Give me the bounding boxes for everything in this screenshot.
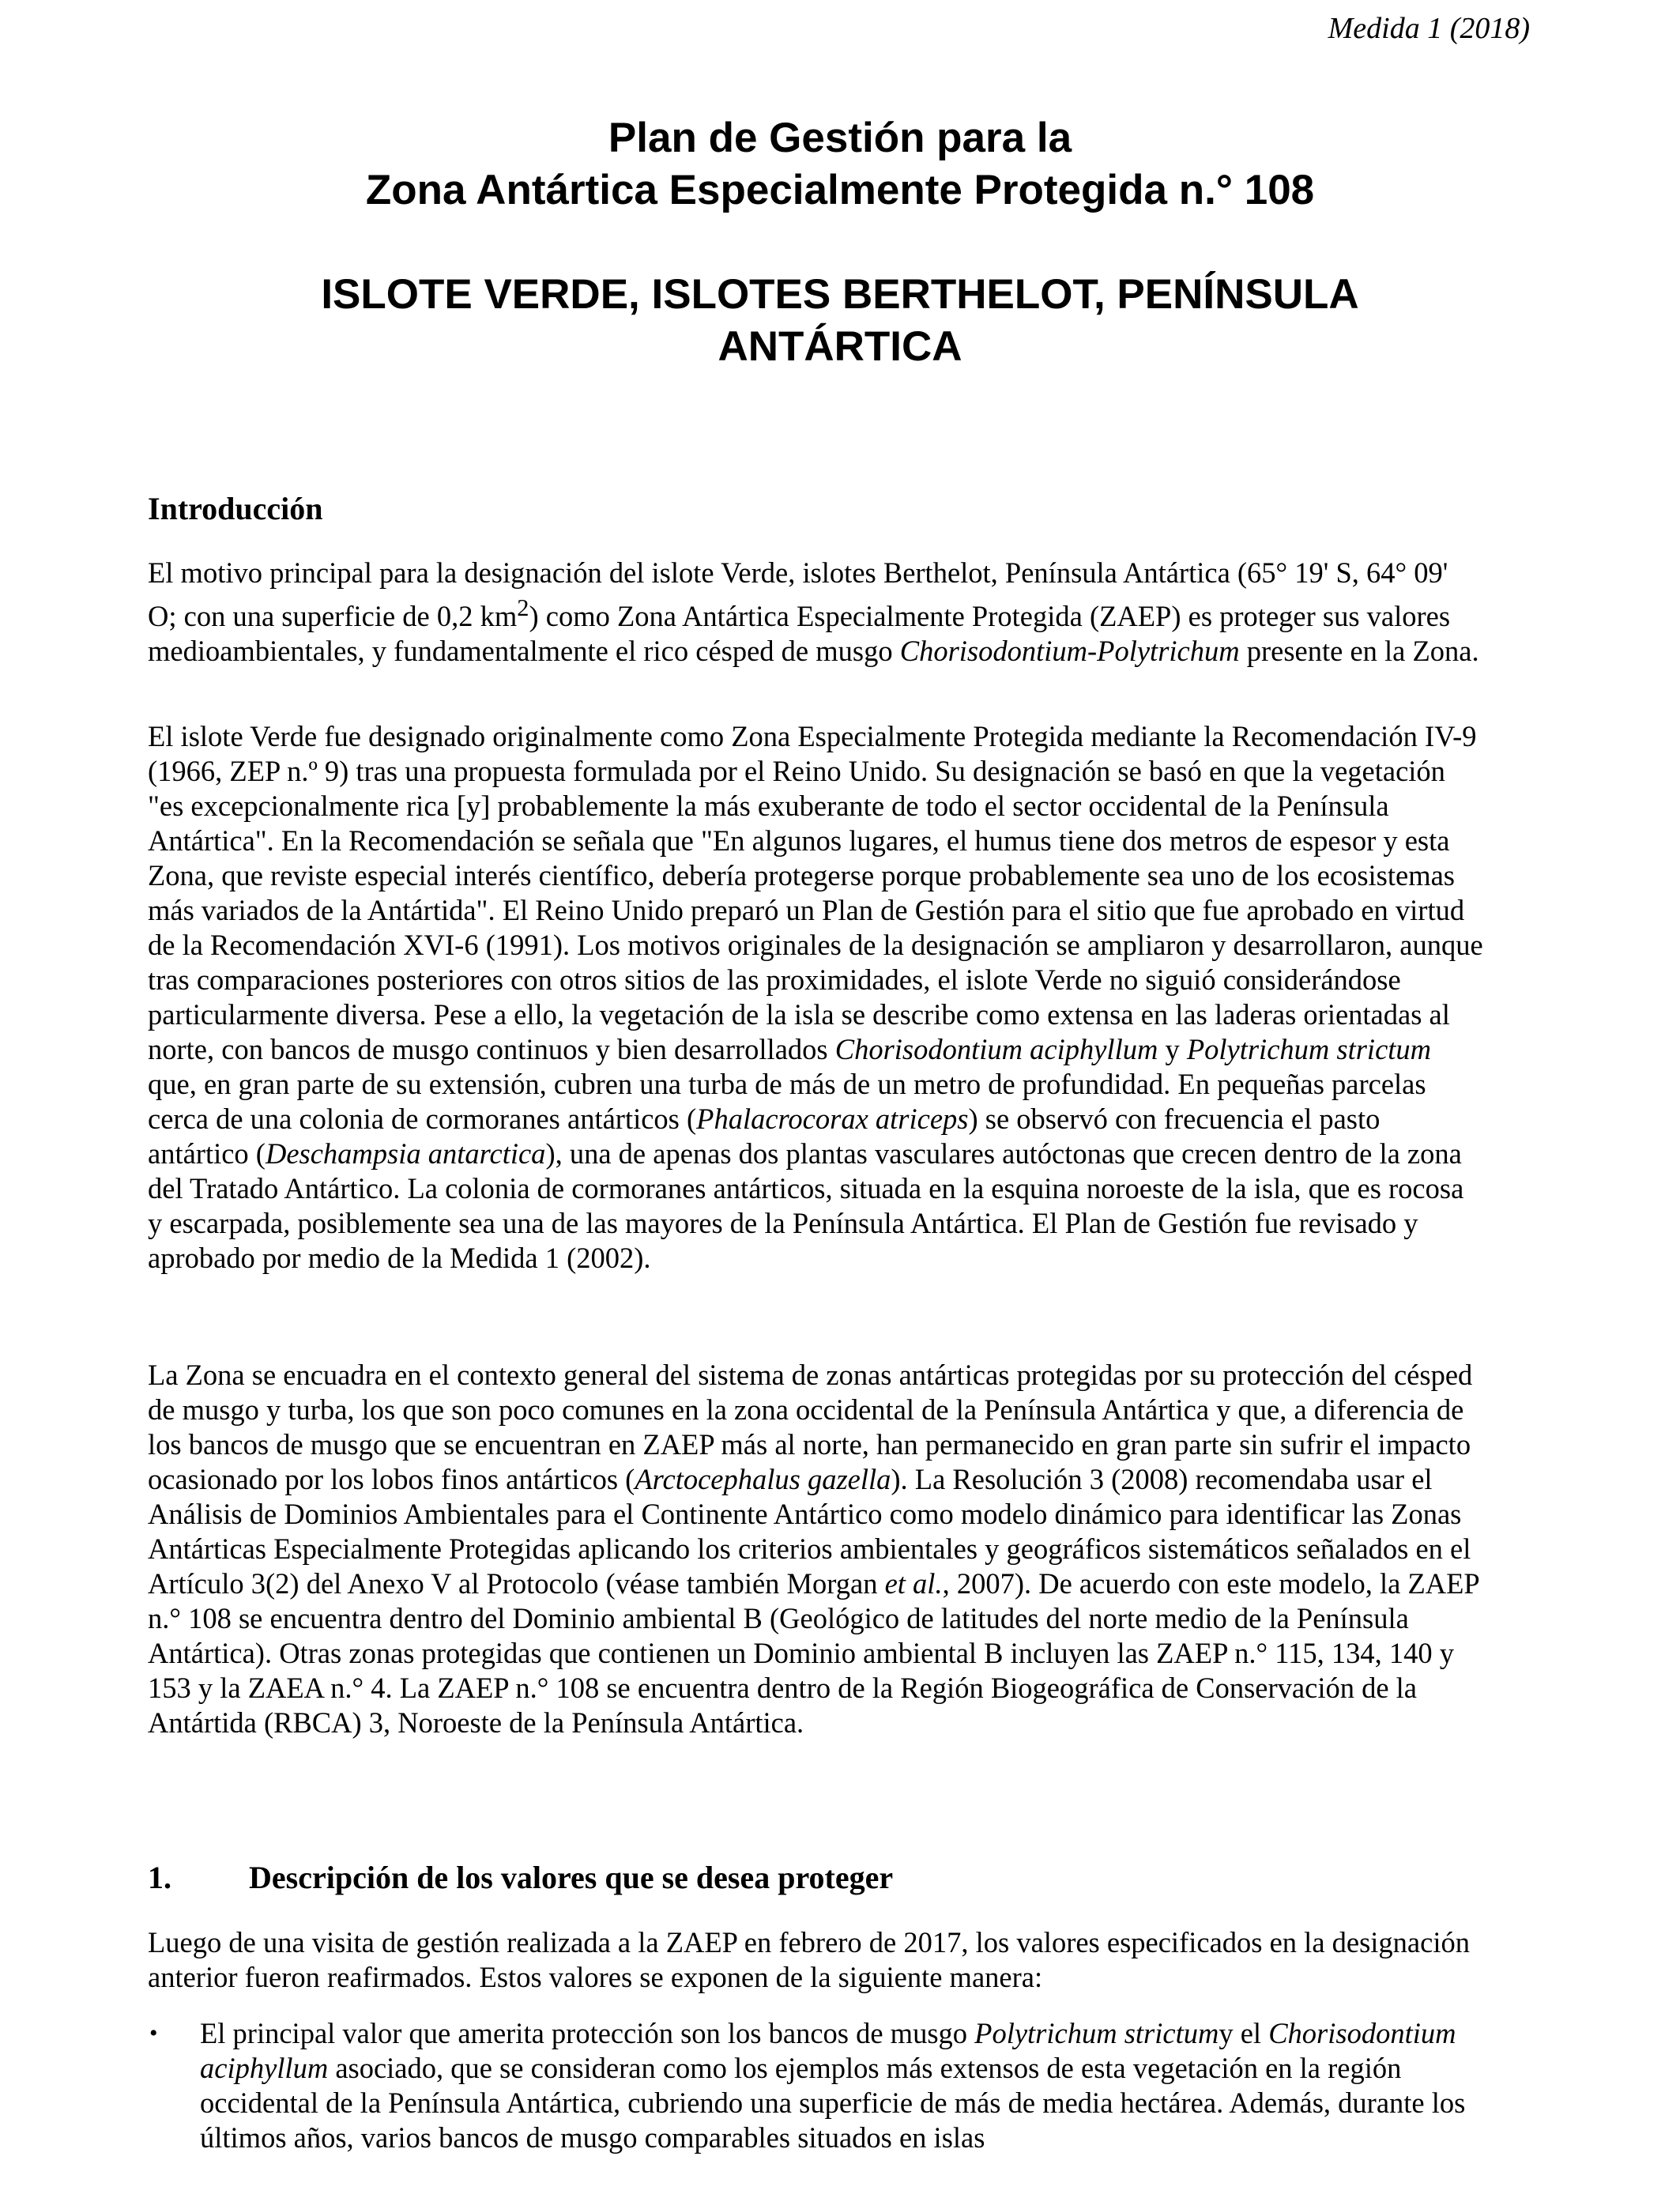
area-title: [0, 269, 1680, 373]
text-run: La Zona se encuadra en el contexto general del sistema de zonas antárticas protegidas por su protección del césped de musgo y turba, los que son poco comunes en la zona occidental de la Península Antártica y que, a diferencia de los bancos de musgo que se encuentran en ZAEP más al norte, han permanecido en gran parte sin sufrir el impacto ocasionado por los lobos finos antárticos (: [148, 1359, 1473, 1495]
list-item: [148, 2016, 1483, 2155]
introduction-heading: Introducción: [148, 491, 323, 526]
intro-paragraph-2: [148, 719, 1483, 1276]
measure-reference: Medida 1 (2018): [1328, 12, 1530, 45]
species-name: Phalacrocorax atriceps: [696, 1103, 969, 1135]
species-name: Chorisodontium-Polytrichum: [899, 635, 1240, 668]
area-title-line2: ANTÁRTICA: [718, 323, 962, 370]
section-title: Descripción de los valores que se desea proteger: [249, 1860, 894, 1895]
species-name: Chorisodontium aciphyllum: [200, 2017, 1456, 2084]
section-1-paragraph-1: Luego de una visita de gestión realizada a la ZAEP en febrero de 2017, los valores especificados en la designación anterior fueron reafirmados. Estos valores se exponen de la siguiente manera:: [148, 1926, 1470, 1993]
plan-title: [0, 112, 1680, 217]
species-name: Polytrichum strictum: [1186, 1033, 1432, 1065]
text-run: presente en la Zona.: [1239, 635, 1479, 668]
species-name: Deschampsia antarctica: [265, 1137, 546, 1170]
area-title-line1: ISLOTE VERDE, ISLOTES BERTHELOT, PENÍNSULA: [321, 271, 1359, 318]
species-name: Polytrichum strictum: [974, 2017, 1219, 2049]
text-run: ) como Zona Antártica Especialmente Protegida (ZAEP) es proteger sus valores medioambientales, y fundamentalmente el rico césped de musgo: [148, 600, 1451, 668]
plan-title-line1: Plan de Gestión para la: [608, 115, 1072, 161]
text-run: El islote Verde fue designado originalmente como Zona Especialmente Protegida mediante la Recomendación IV-9 (1966, ZEP n.º 9) tras una propuesta formulada por el Reino Unido. Su designación se basó en que la vegetación "es excepcionalmente rica [y] probablemente la más exuberante de todo el sector occidental de la Península Antártica". En la Recomendación se señala que "En algunos lugares, el humus tiene dos metros de espesor y esta Zona, que reviste especial interés científico, debería protegerse porque probablemente sea uno de los ecosistemas más variados de la Antártida". El Reino Unido preparó un Plan de Gestión para el sitio que fue aprobado en virtud de la Recomendación XVI-6 (1991). Los motivos originales de la designación se ampliaron y desarrollaron, aunque tras comparaciones posteriores con otros sitios de las proximidades, el islote Verde no siguió considerándose particularmente diversa. Pese a ello, la vegetación de la isla se describe como extensa en las laderas orientadas al norte, con bancos de musgo continuos y bien desarrollados: [148, 720, 1483, 1065]
text-run: ) se observó con frecuencia el pasto antártico (: [148, 1103, 1381, 1170]
text-run: que, en gran parte de su extensión, cubren una turba de más de un metro de profundidad. En pequeñas parcelas cerca de una colonia de cormoranes antárticos (: [148, 1068, 1426, 1135]
values-list: [148, 2016, 1483, 2155]
text-run: El motivo principal para la designación del islote Verde, islotes Berthelot, Península Antártica (65° 19' S, 64° 09' O; con una superficie de 0,2 km: [148, 556, 1448, 633]
bullet-icon: •: [149, 2020, 158, 2046]
intro-paragraph-1: [148, 556, 1483, 669]
text-run: asociado, que se consideran como los ejemplos más extensos de esta vegetación en la región occidental de la Península Antártica, cubriendo una superficie de más de media hectárea. Además, durante los últimos años, varios bancos de musgo comparables situados en islas: [200, 2052, 1466, 2154]
text-run: ). La Resolución 3 (2008) recomendaba usar el Análisis de Dominios Ambientales para el Continente Antártico como modelo dinámico para identificar las Zonas Antárticas Especialmente Protegidas aplicando los criterios ambientales y geográficos sistemáticos señalados en el Artículo 3(2) del Anexo V al Protocolo (véase también Morgan: [148, 1463, 1471, 1600]
species-name: Arctocephalus gazella: [635, 1463, 891, 1495]
text-run: ), una de apenas dos plantas vasculares autóctonas que crecen dentro de la zona del Tratado Antártico. La colonia de cormoranes antárticos, situada en la esquina noroeste de la isla, que es rocosa y escarpada, posiblemente sea una de las mayores de la Península Antártica. El Plan de Gestión fue revisado y aprobado por medio de la Medida 1 (2002).: [148, 1137, 1464, 1274]
section-number: 1.: [148, 1860, 171, 1895]
superscript: 2: [517, 594, 529, 621]
citation-italic: et al.: [884, 1567, 943, 1600]
section-1-heading: [148, 1859, 893, 1896]
species-name: Chorisodontium aciphyllum: [834, 1033, 1158, 1065]
text-run: y el: [1219, 2017, 1269, 2049]
text-run: , 2007). De acuerdo con este modelo, la ZAEP n.° 108 se encuentra dentro del Dominio ambiental B (Geológico de latitudes del norte medio de la Península Antártica). Otras zonas protegidas que contienen un Dominio ambiental B incluyen las ZAEP n.° 115, 134, 140 y 153 y la ZAEA n.° 4. La ZAEP n.° 108 se encuentra dentro de la Región Biogeográfica de Conservación de la Antártida (RBCA) 3, Noroeste de la Península Antártica.: [148, 1567, 1479, 1739]
text-run: y: [1158, 1033, 1187, 1065]
intro-paragraph-3: [148, 1358, 1483, 1740]
text-run: El principal valor que amerita protección son los bancos de musgo: [200, 2017, 975, 2049]
plan-title-line2: Zona Antártica Especialmente Protegida n.° 108: [365, 167, 1315, 213]
